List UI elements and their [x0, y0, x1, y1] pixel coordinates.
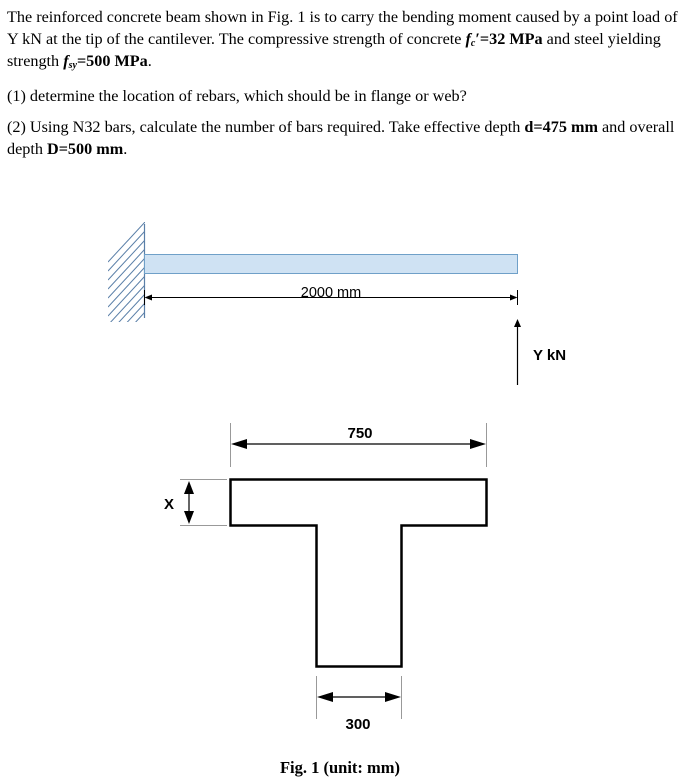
support-hatch-line — [108, 258, 145, 298]
fsy-symbol: f — [63, 52, 69, 70]
flange-depth-arrowhead-bottom — [184, 511, 194, 524]
t-section-outline — [231, 480, 487, 667]
support-hatch-line — [108, 294, 145, 334]
intro-text-a: The reinforced concrete beam shown in Fig. 1 is to carry the bending moment caused by a point load of Y kN at the tip of the cantilever. The compressive strength of concrete — [7, 8, 678, 48]
fsy-subscript: sy — [68, 60, 77, 71]
flange-width-arrowhead-left — [231, 439, 247, 449]
span-label: 2000 mm — [300, 285, 362, 301]
fixed-support — [108, 222, 145, 352]
support-hatch-line — [108, 312, 145, 352]
support-hatch-line — [108, 276, 145, 316]
flange-width-label: 750 — [347, 425, 373, 442]
support-hatch-line — [108, 222, 145, 262]
web-width-label: 300 — [345, 716, 371, 733]
flange-width-dimension — [231, 423, 487, 467]
flange-width-arrowhead-right — [470, 439, 486, 449]
support-hatch-line — [108, 249, 145, 289]
effective-depth: d=475 mm — [524, 118, 598, 136]
figure-caption: Fig. 1 (unit: mm) — [279, 758, 401, 777]
web-width-arrowhead-left — [317, 692, 333, 702]
q2-text-b: and overall depth — [7, 118, 675, 158]
fc-value: ′=32 MPa — [475, 30, 543, 48]
q2-end: . — [123, 140, 128, 158]
fsy-value: =500 MPa — [76, 52, 148, 70]
flange-depth-dimension — [164, 480, 227, 526]
cantilever-beam — [145, 255, 518, 274]
support-hatch — [108, 222, 145, 352]
web-width-arrowhead-right — [385, 692, 401, 702]
span-arrowhead-right — [510, 295, 518, 301]
load-arrowhead — [514, 319, 521, 327]
web-width-dimension — [317, 676, 402, 733]
fc-subscript: c — [470, 38, 476, 49]
q2-text-a: (2) Using N32 bars, calculate the number of bars required. Take effective depth — [7, 118, 525, 136]
span-arrowhead-left — [145, 295, 153, 301]
support-hatch-line — [108, 240, 145, 280]
flange-depth-label: X — [163, 496, 175, 513]
question-1: (1) determine the location of rebars, which should be in flange or web? — [7, 87, 467, 105]
point-load — [514, 319, 566, 385]
support-hatch-line — [108, 303, 145, 343]
load-label: Y kN — [533, 347, 567, 364]
intro-text-b: and steel yielding strength — [7, 30, 661, 70]
support-hatch-line — [108, 231, 145, 271]
span-dimension — [145, 285, 518, 305]
flange-depth-arrowhead-top — [184, 481, 194, 494]
overall-depth: D=500 mm — [47, 140, 124, 158]
intro-end: . — [147, 52, 152, 70]
fc-symbol: f — [465, 30, 471, 48]
support-hatch-line — [108, 267, 145, 307]
support-hatch-line — [108, 285, 145, 325]
